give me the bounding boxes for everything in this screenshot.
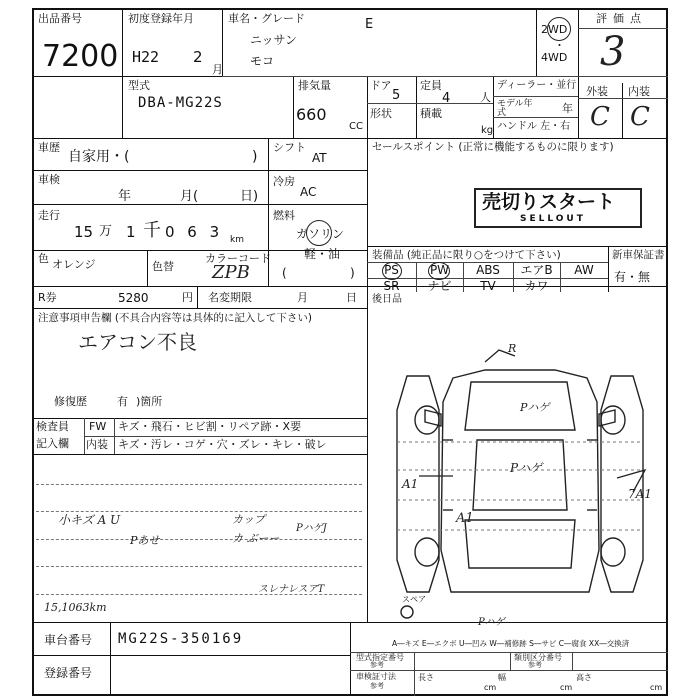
width-label: 幅: [498, 673, 506, 682]
size-label: 車検証寸法: [356, 672, 396, 681]
model-year-unit: 年: [562, 102, 573, 115]
capacity-label: 定員: [420, 79, 442, 92]
first-reg-era: H22: [132, 48, 160, 66]
shift-value: AT: [312, 151, 327, 165]
repair-label: 修復歴: [54, 395, 87, 408]
first-reg-month-unit: 月: [212, 63, 223, 76]
equipment-label: 装備品 (純正品に限り○をつけて下さい): [372, 249, 561, 261]
repair-value: 有: [117, 395, 128, 408]
drive-2wd-circle: [547, 17, 571, 41]
equip-ps-circle: [382, 262, 402, 280]
ac-label: 冷房: [273, 175, 295, 188]
lot-label: 出品番号: [38, 12, 82, 25]
mark-right: 7A1: [628, 487, 652, 501]
remark-2: Pあせ: [130, 534, 160, 547]
shape-label: 形状: [370, 107, 392, 120]
mark-center: Pハゲ: [510, 461, 543, 475]
int-items: キズ・汚レ・コゲ・穴・ズレ・キレ・破レ: [118, 438, 327, 451]
exterior-grade: C: [590, 102, 610, 132]
mileage-rest: 0 6 3: [165, 223, 224, 241]
fuel-gas: ガソリン: [296, 227, 345, 241]
inspector-label-1: 検査員: [36, 420, 69, 433]
drive-2wd: 2WD: [541, 23, 568, 36]
car-diagram: [367, 330, 668, 620]
inspector-label-2: 記入欄: [36, 437, 69, 450]
fuel-label: 燃料: [273, 209, 295, 222]
color-code: ZPB: [212, 262, 250, 283]
equip-leather: カワ: [524, 279, 549, 293]
chassis-label: 車台番号: [44, 633, 93, 647]
warranty-label: 新車保証書: [612, 249, 665, 261]
equip-pw-circle: [428, 262, 450, 280]
mark-left-inner: A1: [456, 511, 474, 526]
color-value: オレンジ: [52, 258, 96, 271]
inspection-year: 年: [118, 189, 132, 204]
interior-grade: C: [630, 102, 650, 132]
remark-3: カップ: [232, 513, 265, 526]
inspection-label: 車検: [38, 173, 60, 186]
name-change-day: 日: [346, 291, 357, 304]
mark-top: R: [508, 342, 517, 355]
capacity-unit: 人: [480, 91, 491, 104]
equip-navi: ナビ: [427, 279, 452, 293]
spare-label: スペア: [402, 595, 426, 604]
mileage-man: 15: [74, 223, 94, 241]
maker: ニッサン: [250, 33, 297, 47]
mark-left: A1: [402, 477, 419, 491]
interior-label: 内装: [628, 85, 650, 98]
equip-sr: SR: [383, 279, 400, 293]
fuel-other-open: (: [282, 266, 287, 280]
remark-7: 15,1063km: [44, 601, 107, 614]
name-change-month: 月: [297, 291, 308, 304]
equip-abs: ABS: [476, 263, 500, 277]
fw-items: キズ・飛石・ヒビ割・リペア跡・X要: [118, 420, 302, 433]
designation-sub: 参考: [370, 661, 384, 669]
mark-bottom: Pハゲ: [478, 617, 505, 628]
designation-label: 型式指定番号: [356, 653, 404, 662]
displacement-unit: CC: [349, 121, 363, 132]
shift-label: シフト: [273, 141, 306, 154]
color-change-label: 色替: [152, 260, 174, 273]
fuel-gas-circle: [306, 220, 332, 246]
remark-6: スレナレスアT: [258, 584, 325, 595]
first-reg-label: 初度登録年月: [128, 12, 194, 25]
remark-4: カ ぶーー: [232, 532, 280, 545]
exterior-label: 外装: [586, 85, 608, 98]
drive-4wd: 4WD: [541, 51, 568, 64]
reg-label: 登録番号: [44, 666, 93, 680]
drive-dot: ・: [554, 39, 565, 52]
sellout-stamp-main: 売切りスタート: [482, 191, 616, 213]
sellout-stamp: [474, 188, 642, 228]
lot-number: 7200: [42, 39, 119, 74]
model-code-label: 型式: [128, 79, 150, 92]
displacement-label: 排気量: [298, 79, 331, 92]
height-cm: cm: [650, 683, 663, 692]
chassis-number: MG22S-350169: [118, 631, 244, 647]
class-label: 類別区分番号: [514, 653, 562, 662]
mark-roof: Pハゲ: [520, 401, 550, 414]
remark-1: 小キズ A U: [58, 513, 121, 527]
dealer-label: ディーラー・並行: [497, 80, 577, 91]
car-name-label: 車名・グレード: [228, 12, 305, 25]
height-label: 高さ: [576, 673, 592, 682]
model-code: DBA-MG22S: [138, 95, 223, 111]
mileage-sen-unit: 千: [143, 220, 161, 241]
remark-5: PハゲJ: [296, 523, 327, 534]
class-sub: 参考: [528, 661, 542, 669]
mileage-man-unit: 万: [99, 224, 113, 239]
damage-legend: A―キズ E―エクボ U―凹み W―補修跡 S―サビ C―腐食 XX―交換済: [392, 639, 630, 648]
warranty-value: 有・無: [614, 270, 651, 284]
recycle-amount: 5280: [118, 291, 149, 305]
color-code-label: カラーコード: [205, 252, 271, 265]
model-year-label: モデル年式: [497, 99, 533, 118]
score: 3: [600, 29, 626, 75]
inspection-month: 月(: [180, 189, 199, 204]
doors-label: ドア: [370, 79, 392, 92]
ac-value: AC: [300, 185, 317, 199]
score-label: 評価点: [596, 12, 647, 25]
equip-tv: TV: [480, 279, 496, 293]
mileage-sen: 1: [126, 223, 136, 241]
displacement: 660: [296, 105, 327, 124]
history-value: 自家用・(: [68, 149, 130, 165]
mileage-unit: km: [230, 235, 244, 245]
fw-label: FW: [89, 420, 107, 433]
notes-handwritten: エアコン不良: [78, 330, 197, 354]
load-unit: kg: [481, 125, 494, 136]
fuel-other-close: ): [350, 266, 355, 280]
equip-pw: PW: [429, 263, 450, 277]
recycle-label: R券: [38, 291, 57, 304]
inspection-day: 日): [240, 189, 259, 204]
handle-label: ハンドル 左・右: [497, 121, 571, 132]
grade: E: [365, 17, 374, 32]
mileage-label: 走行: [38, 209, 60, 222]
equip-airbag: エアB: [520, 263, 553, 277]
length-cm: cm: [484, 683, 497, 692]
equip-ps: PS: [384, 263, 399, 277]
size-sub: 参考: [370, 682, 384, 690]
model: モコ: [250, 54, 275, 68]
recycle-unit: 円: [182, 291, 193, 304]
color-label: 色: [38, 252, 49, 265]
width-cm: cm: [560, 683, 573, 692]
load-label: 積載: [420, 107, 442, 120]
name-change-label: 名変期限: [208, 291, 252, 304]
later-label: 後日品: [372, 294, 402, 305]
notes-label: 注意事項申告欄 (不具合内容等は具体的に記入して下さい): [38, 312, 313, 324]
length-label: 長さ: [418, 673, 434, 682]
history-close: ): [252, 149, 258, 165]
repair-suffix: )箇所: [136, 395, 163, 408]
history-label: 車歴: [38, 141, 60, 154]
equip-aw: AW: [574, 263, 594, 277]
sales-point-label: セールスポイント (正常に機能するものに限ります): [372, 141, 614, 153]
sellout-stamp-sub: SELLOUT: [520, 214, 586, 224]
doors: 5: [392, 88, 401, 103]
int-label: 内装: [86, 438, 108, 451]
first-reg-month: 2: [193, 48, 203, 66]
fuel-diesel: 軽・油: [304, 247, 341, 261]
capacity: 4: [442, 91, 451, 106]
